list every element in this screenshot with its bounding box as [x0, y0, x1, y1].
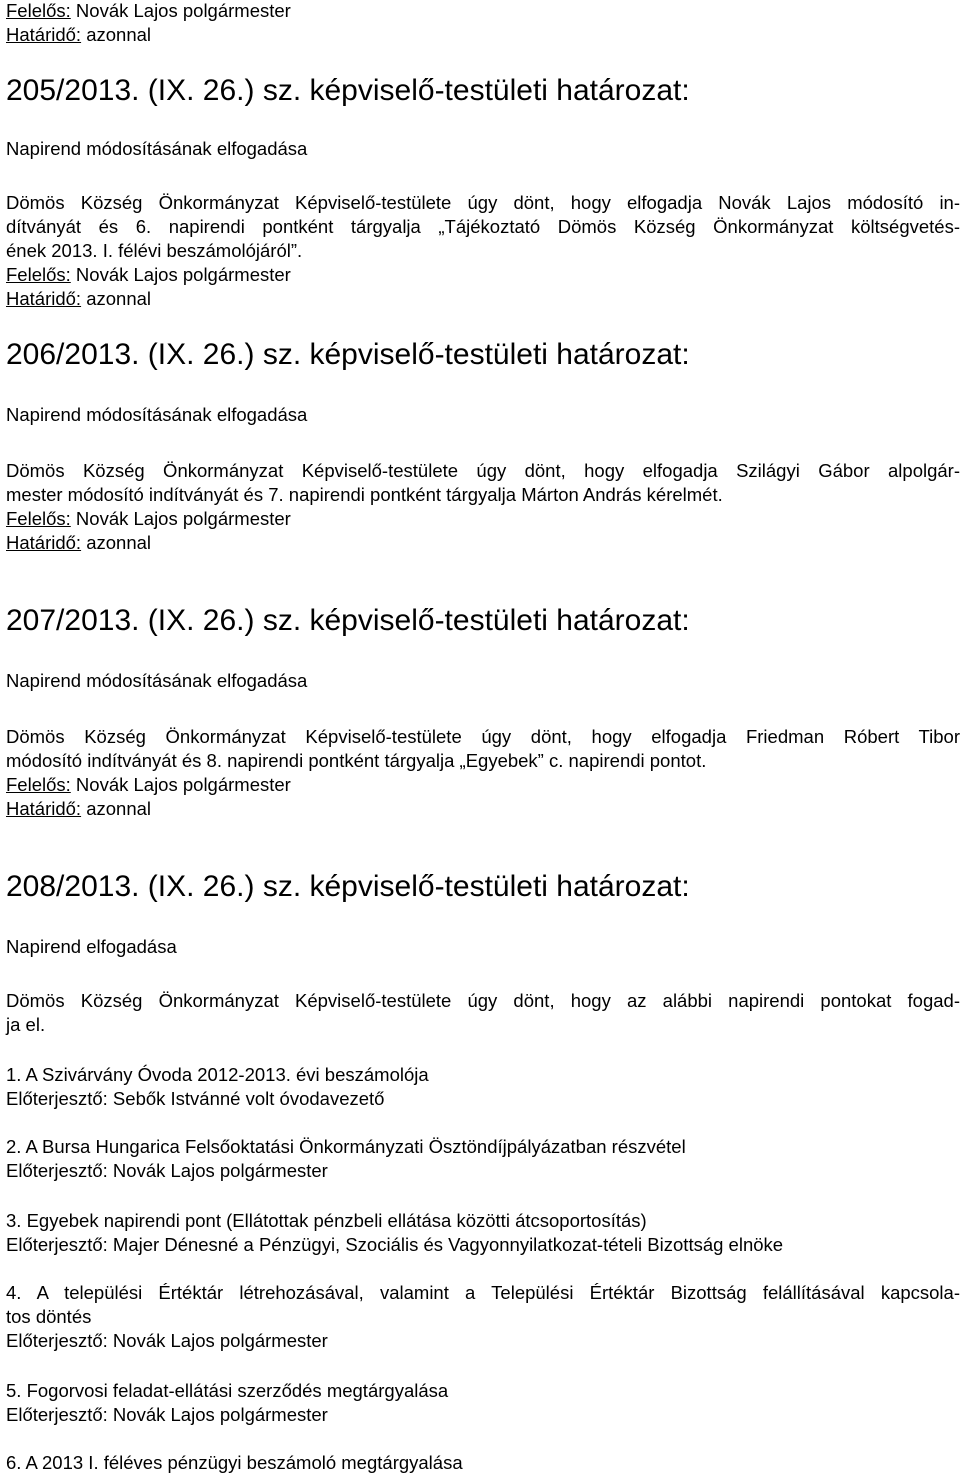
resolution-subject: Napirend módosításának elfogadása [6, 404, 308, 425]
felelos-line [6, 0, 960, 22]
felelos-line [6, 774, 960, 796]
felelos-line [6, 508, 960, 530]
resolution-body-line: Dömös Község Önkormányzat Képviselő-testülete úgy dönt, hogy elfogadja Novák Lajos módosító in- [6, 192, 960, 213]
agenda-item: 5. Fogorvosi feladat-ellátási szerződés megtárgyalása [6, 1380, 449, 1401]
resolution-body-line: módosító indítványát és 8. napirendi pontként tárgyalja „Egyebek” c. napirendi pontot. [6, 750, 707, 771]
resolution-body-line: ének 2013. I. félévi beszámolójáról”. [6, 240, 303, 261]
resolution-body-line: Dömös Község Önkormányzat Képviselő-testülete úgy dönt, hogy az alábbi napirendi pontokat fogad- [6, 990, 960, 1011]
resolution-title: 207/2013. (IX. 26.) sz. képviselő-testületi határozat: [6, 604, 690, 637]
resolution-body-line: Dömös Község Önkormányzat Képviselő-testülete úgy dönt, hogy elfogadja Szilágyi Gábor alpolgár- [6, 460, 960, 481]
hatarido-label: Határidő: [6, 532, 82, 553]
hatarido-value: azonnal [86, 532, 152, 553]
resolution-body-line: Dömös Község Önkormányzat Képviselő-testülete úgy dönt, hogy elfogadja Friedman Róbert Tibor [6, 726, 960, 747]
hatarido-value: azonnal [86, 288, 152, 309]
resolution-subject: Napirend módosításának elfogadása [6, 670, 308, 691]
resolution-subject: Napirend elfogadása [6, 936, 177, 957]
resolution-body-line: mester módosító indítványát és 7. napirendi pontként tárgyalja Márton András kérelmét. [6, 484, 723, 505]
resolution-body-line: dítványát és 6. napirendi pontként tárgyalja „Tájékoztató Dömös Község Önkormányzat költségvetés- [6, 216, 960, 237]
felelos-value: Novák Lajos polgármester [75, 508, 291, 529]
felelos-label: Felelős: [6, 264, 71, 285]
agenda-item: 3. Egyebek napirendi pont (Ellátottak pénzbeli ellátása közötti átcsoportosítás) [6, 1210, 647, 1231]
hatarido-label: Határidő: [6, 288, 82, 309]
felelos-label: Felelős: [6, 0, 71, 21]
felelos-value: Novák Lajos polgármester [75, 264, 291, 285]
agenda-presenter: Előterjesztő: Novák Lajos polgármester [6, 1404, 328, 1425]
hatarido-value: azonnal [86, 798, 152, 819]
resolution-body-line: ja el. [6, 1014, 46, 1035]
felelos-line [6, 264, 960, 286]
felelos-label: Felelős: [6, 774, 71, 795]
felelos-value: Novák Lajos polgármester [75, 0, 291, 21]
resolution-subject: Napirend módosításának elfogadása [6, 138, 308, 159]
hatarido-label: Határidő: [6, 798, 82, 819]
resolution-title: 206/2013. (IX. 26.) sz. képviselő-testületi határozat: [6, 338, 690, 371]
agenda-presenter: Előterjesztő: Majer Dénesné a Pénzügyi, Szociális és Vagyonnyilatkozat-tételi Bizottság elnöke [6, 1234, 784, 1255]
hatarido-label: Határidő: [6, 24, 82, 45]
agenda-item: 6. A 2013 I. féléves pénzügyi beszámoló megtárgyalása [6, 1452, 463, 1473]
hatarido-line [6, 798, 960, 820]
felelos-label: Felelős: [6, 508, 71, 529]
agenda-item: 2. A Bursa Hungarica Felsőoktatási Önkormányzati Ösztöndíjpályázatban részvétel [6, 1136, 686, 1157]
hatarido-value: azonnal [86, 24, 152, 45]
agenda-presenter: Előterjesztő: Novák Lajos polgármester [6, 1330, 328, 1351]
resolution-title: 205/2013. (IX. 26.) sz. képviselő-testületi határozat: [6, 74, 690, 107]
agenda-presenter: Előterjesztő: Novák Lajos polgármester [6, 1160, 328, 1181]
agenda-item: 1. A Szivárvány Óvoda 2012-2013. évi beszámolója [6, 1064, 429, 1085]
hatarido-line [6, 288, 960, 310]
hatarido-line [6, 532, 960, 554]
agenda-item-continuation: tos döntés [6, 1306, 92, 1327]
agenda-presenter: Előterjesztő: Sebők Istvánné volt óvodavezető [6, 1088, 385, 1109]
hatarido-line [6, 24, 960, 46]
resolution-title: 208/2013. (IX. 26.) sz. képviselő-testületi határozat: [6, 870, 690, 903]
felelos-value: Novák Lajos polgármester [75, 774, 291, 795]
agenda-item: 4. A települési Értéktár létrehozásával, valamint a Települési Értéktár Bizottság felállításával kapcsola- [6, 1282, 960, 1303]
